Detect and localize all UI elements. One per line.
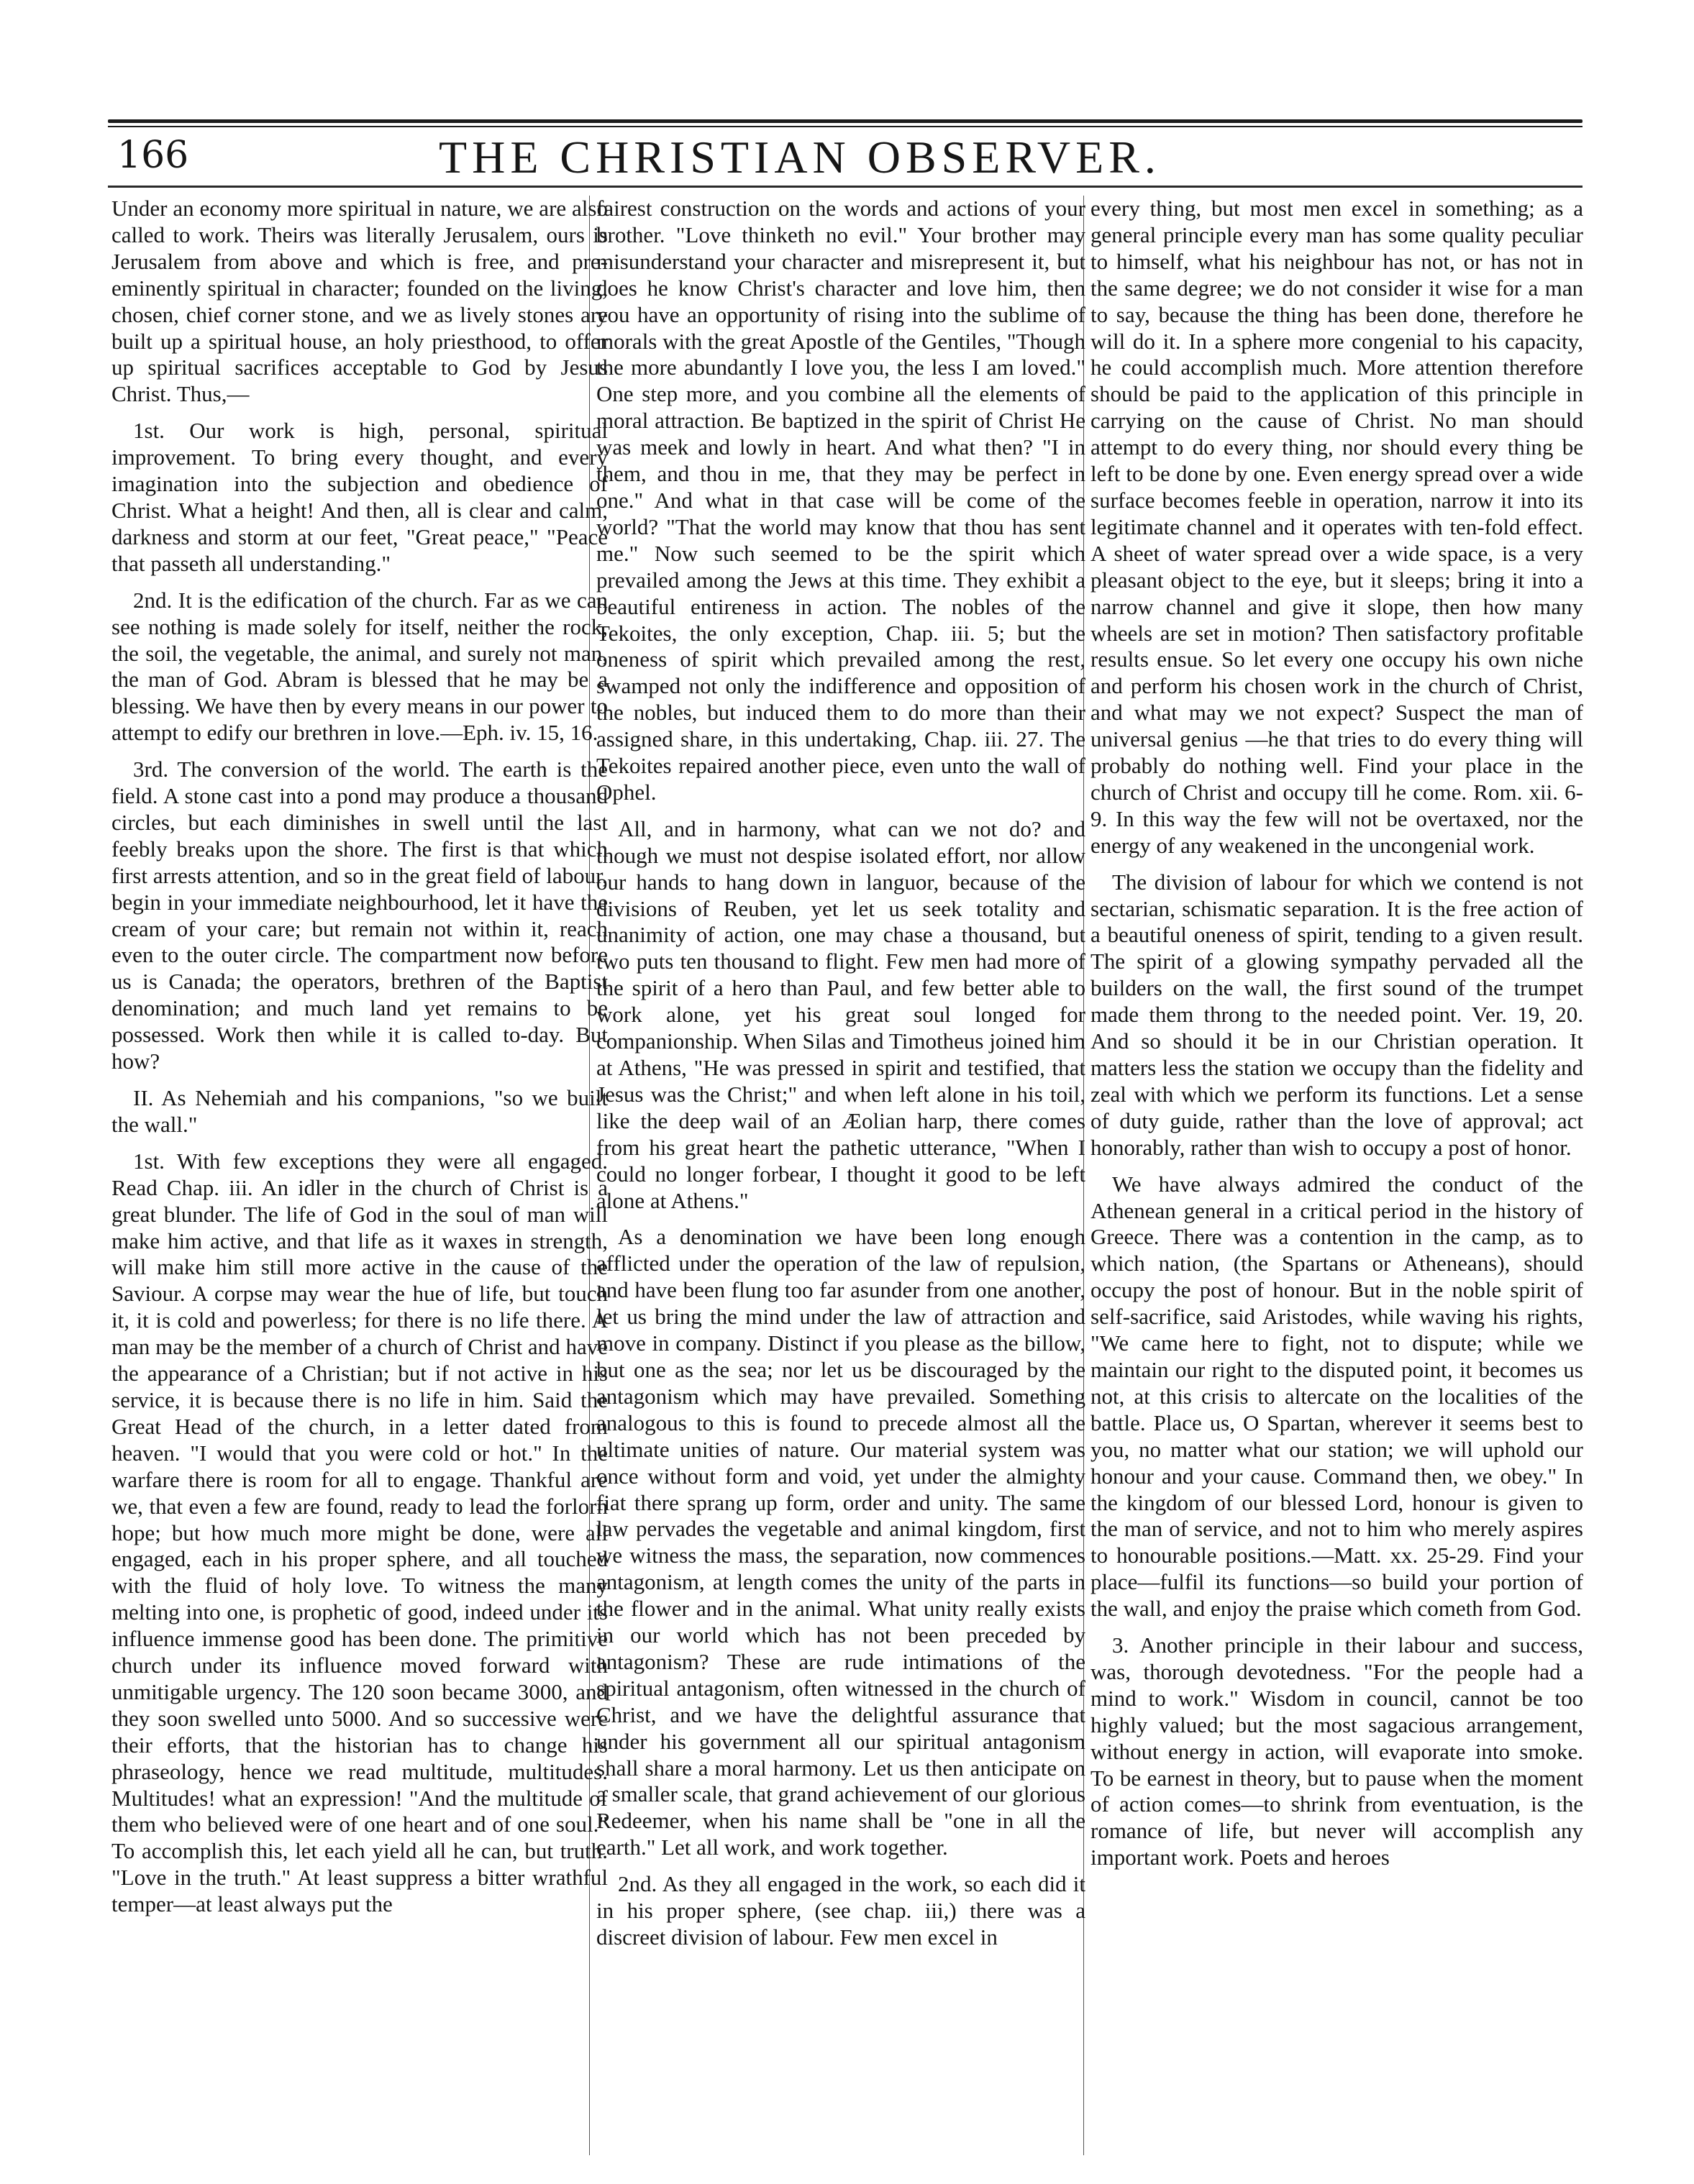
paragraph: 1st. With few exceptions they were all engaged. Read Chap. iii. An idler in the church of Christ is a great blunder. The life of God in the soul of man will make him active, and that life as it waxes in strength, will make him still more active in the cause of the Saviour. A corpse may wear the hue of life, but touch it, it is cold and powerless; for there is no life there. A man may be the member of a church of Christ and have the appearance of a Christian; but if not active in his service, it is because there is no life in him. Said the Great Head of the church, in a letter dated from heaven. "I would that you were cold or hot." In the warfare there is room for all to engage. Thankful are we, that even a few are found, ready to lead the forlorn hope; but how much more might be done, were all engaged, each in his proper sphere, and all touched with the fluid of holy love. To witness the many melting into one, is prophetic of good, indeed under its influence immense good has been done. The primitive church under its influence moved forward with unmitigable urgency. The 120 soon became 3000, and they soon swelled unto 5000. And so successive were their efforts, that the historian has to change his phraseology, hence we read multitude, multitudes. Multitudes! what an expression! "And the multitude of them who believed were of one heart and of one soul." To accomplish this, let each yield all he can, but truth. "Love in the truth." At least suppress a bitter wrathful temper—at least always put the <box>111 1148 608 1917</box>
paragraph: As a denomination we have been long enough afflicted under the operation of the law of repulsion, and have been flung too far asunder from one another, let us bring the mind under the law of attraction and move in company. Distinct if you please as the billow, but one as the sea; nor let us be discouraged by the antagonism which may have prevailed. Something analogous to this is found to precede almost all the ultimate unities of nature. Our material system was once without form and void, yet under the almighty fiat there sprang up form, order and unity. The same law pervades the vegetable and animal kingdom, first we witness the mass, the separation, now commences antagonism, at length comes the unity of the parts in the flower and in the animal. What unity really exists in our world which has not been preceded by antagonism? These are rude intimations of the spiritual antagonism, often witnessed in the church of Christ, and we have the delightful assurance that under his government all our spiritual antagonism shall share a moral harmony. Let us then anticipate on a smaller scale, that grand achievement of our glorious Redeemer, when his name shall be "one in all the earth." Let all work, and work together. <box>596 1224 1085 1860</box>
paragraph: 3. Another principle in their labour and success, was, thorough devotedness. "For the people had a mind to work." Wisdom in council, cannot be too highly valued; but the most sagacious arrangement, without energy in action, will evaporate into smoke. To be earnest in theory, but to pause when the moment of action comes—to shrink from eventuation, is the romance of life, but never will accomplish any important work. Poets and heroes <box>1090 1632 1583 1870</box>
paragraph: 2nd. It is the edification of the church. Far as we can see nothing is made solely for itself, neither the rock, the soil, the vegetable, the animal, and surely not man, the man of God. Abram is blessed that he may be a blessing. We have then by every means in our power to attempt to edify our brethren in love.—Eph. iv. 15, 16. <box>111 587 608 746</box>
header-bottom-rule <box>108 186 1583 188</box>
paragraph: 3rd. The conversion of the world. The earth is the field. A stone cast into a pond may produce a thousand circles, but each diminishes in swell until the last feebly breaks upon the shore. The first is that which first arrests attention, and so in the great field of labour, begin in your immediate neighbourhood, let it have the cream of your care; but remain not within it, reach even to the outer circle. The compartment now before us is Canada; the operators, brethren of the Baptist denomination; and much land yet remains to be possessed. Work then while it is called to-day. But how? <box>111 757 608 1074</box>
text-column-3 <box>1090 196 1583 1881</box>
section-heading: II. As Nehemiah and his companions, "so we built the wall." <box>111 1085 608 1137</box>
paragraph: Under an economy more spiritual in nature, we are also called to work. Theirs was literally Jerusalem, ours is Jerusalem from above and which is free, and pre-eminently spiritual in character; founded on the living, chosen, chief corner stone, and we as lively stones are built up a spiritual house, an holy priesthood, to offer up spiritual sacrifices acceptable to God by Jesus Christ. Thus,— <box>111 196 608 407</box>
paragraph: every thing, but most men excel in something; as a general principle every man has some quality peculiar to himself, what his neighbour has not, or has not in the same degree; we do not consider it wise for a man to say, because the thing has been done, therefore he will do it. In a sphere more congenial to his capacity, he could accomplish much. More attention therefore should be paid to the application of this principle in carrying on the cause of Christ. No man should attempt to do every thing, nor should every thing be left to be done by one. Even energy spread over a wide surface becomes feeble in operation, narrow it into its legitimate channel and it operates with ten-fold effect. A sheet of water spread over a wide space, is a very pleasant object to the eye, but it sleeps; bring it into a narrow channel and give it slope, then how many wheels are set in motion? Then satisfactory profitable results ensue. So let every one occupy his own niche and perform his chosen work in the church of Christ, and what may we not expect? Suspect the man of universal genius —he that tries to do every thing will probably do nothing well. Find your place in the church of Christ and occupy till he come. Rom. xii. 6-9. In this way the few will not be overtaxed, nor the energy of any weakened in the uncongenial work. <box>1090 196 1583 858</box>
journal-title: THE CHRISTIAN OBSERVER. <box>439 132 1161 183</box>
paragraph: We have always admired the conduct of the Athenean general in a critical period in the history of Greece. There was a contention in the camp, as to which nation, (the Spartans or Atheneans), should occupy the post of honour. But in the noble spirit of self-sacrifice, said Aristodes, while waving his rights, "We came here to fight, not to dispute; while we maintain our right to the disputed point, it becomes us not, at this crisis to altercate on the localities of the battle. Place us, O Spartan, wherever it seems best to you, no matter what our station; we will uphold our honour and your cause. Command then, we obey." In the kingdom of our blessed Lord, honour is given to the man of service, and not to him who merely aspires to honourable positions.—Matt. xx. 25-29. Find your place—fulfil its functions—so build your portion of the wall, and enjoy the praise which cometh from God. <box>1090 1171 1583 1622</box>
header-top-rule-thin <box>108 126 1583 127</box>
text-column-1 <box>111 196 608 1928</box>
header-top-rule <box>108 119 1583 123</box>
paragraph: fairest construction on the words and actions of your brother. "Love thinketh no evil." Your brother may misunderstand your character and misrepresent it, but does he know Christ's character and love him, then you have an opportunity of rising into the sublime of morals with the great Apostle of the Gentiles, "Though the more abundantly I love you, the less I am loved." One step more, and you combine all the elements of moral attraction. Be baptized in the spirit of Christ He was meek and lowly in heart. And what then? "I in them, and thou in me, that they may be perfect in one." And what in that case will be come of the world? "That the world may know that thou has sent me." Now such seemed to be the spirit which prevailed among the Jews at this time. They exhibit a beautiful entireness in action. The nobles of the Tekoites, the only exception, Chap. iii. 5; but the oneness of spirit which prevailed among the rest, swamped not only the indifference and opposition of the nobles, but induced them to do more than their assigned share, in this undertaking, Chap. iii. 27. The Tekoites repaired another piece, even unto the wall of Ophel. <box>596 196 1085 805</box>
paragraph: 2nd. As they all engaged in the work, so each did it in his proper sphere, (see chap. iii,) there was a discreet division of labour. Few men excel in <box>596 1871 1085 1950</box>
paragraph: 1st. Our work is high, personal, spiritual improvement. To bring every thought, and every imagination into the subjection and obedience of Christ. What a height! And then, all is clear and calm, darkness and storm at our feet, "Great peace," "Peace that passeth all understanding." <box>111 418 608 576</box>
paragraph: All, and in harmony, what can we not do? and though we must not despise isolated effort, nor allow our hands to hang down in languor, because of the divisions of Reuben, yet let us seek totality and unanimity of action, one may chase a thousand, but two puts ten thousand to flight. Few men had more of the spirit of a hero than Paul, and few better able to work alone, yet his great soul longed for companionship. When Silas and Timotheus joined him at Athens, "He was pressed in spirit and testified, that Jesus was the Christ;" and when left alone in his toil, like the deep wail of an Æolian harp, there comes from his great heart the pathetic utterance, "When I could no longer forbear, I thought it good to be left alone at Athens." <box>596 815 1085 1213</box>
text-column-2 <box>596 196 1085 1961</box>
page-number: 166 <box>117 134 189 177</box>
paragraph: The division of labour for which we contend is not sectarian, schismatic separation. It is the free action of a beautiful oneness of spirit, tending to a given result. The spirit of a glowing sympathy pervaded all the builders on the wall, the first sound of the trumpet made them throng to the needed point. Ver. 19, 20. And so should it be in our Christian operation. It matters less the station we occupy than the fidelity and zeal with which we perform its functions. Let a sense of duty guide, rather than the love of approval; act honorably, rather than wish to occupy a post of honor. <box>1090 869 1583 1160</box>
